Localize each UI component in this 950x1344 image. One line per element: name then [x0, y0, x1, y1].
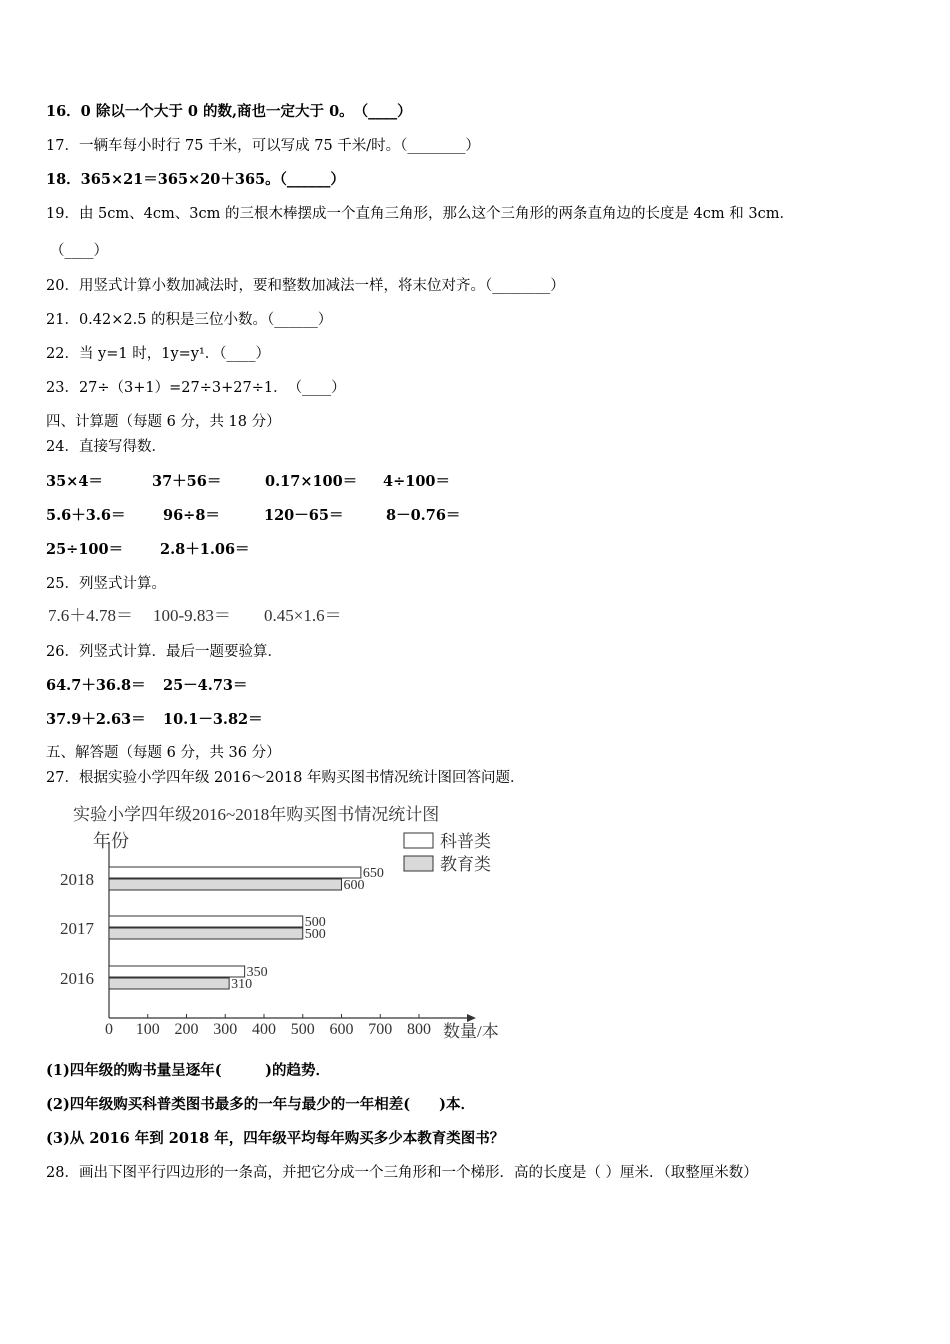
x-tick-label: 400 — [252, 1021, 276, 1038]
bar-value-label: 500 — [304, 915, 326, 930]
q24-item: 0.17×100＝ — [265, 473, 358, 490]
x-tick-label: 200 — [174, 1021, 199, 1038]
y-axis-label: 年份 — [93, 831, 129, 851]
q24-item: 25÷100＝ — [46, 541, 124, 558]
question-27-1: (1)四年级的购书量呈逐年( )的趋势． — [46, 1062, 331, 1079]
legend-swatch-science — [404, 833, 433, 848]
x-tick-label: 600 — [329, 1021, 354, 1038]
question-23: 23．27÷（3+1）=27÷3+27÷1． （____） — [46, 380, 346, 396]
x-axis-arrow — [467, 1014, 476, 1022]
q24-item: 120－65＝ — [264, 507, 344, 524]
chart-marks — [60, 866, 431, 1038]
bar-education-2017 — [109, 928, 303, 939]
q24-item: 4÷100＝ — [383, 473, 451, 490]
x-tick-label: 500 — [290, 1021, 315, 1038]
y-tick-label: 2016 — [60, 969, 94, 988]
bar-science-2016 — [109, 966, 245, 977]
bar-science-2018 — [109, 867, 361, 878]
bar-value-label: 350 — [246, 965, 268, 980]
q24-item: 37＋56＝ — [152, 473, 222, 490]
question-21: 21．0.42×2.5 的积是三位小数。（______） — [46, 312, 333, 328]
bar-education-2016 — [109, 978, 229, 989]
q26-item: 37.9＋2.63＝ — [46, 711, 146, 728]
question-27-3: (3)从 2016 年到 2018 年，四年级平均每年购买多少本教育类图书？ — [46, 1130, 505, 1147]
bar-value-label: 650 — [362, 866, 384, 881]
bar-education-2018 — [109, 879, 342, 890]
q25-item: 100‐9.83＝ — [153, 606, 231, 625]
question-17: 17．一辆车每小时行 75 千米，可以写成 75 千米/时。（________） — [46, 138, 480, 154]
question-27-2: (2)四年级购买科普类图书最多的一年与最少的一年相差( )本． — [46, 1096, 476, 1113]
x-tick-label: 0 — [105, 1021, 113, 1038]
x-tick-label: 100 — [135, 1021, 160, 1038]
question-22: 22．当 y=1 时，1y=y¹．（____） — [46, 346, 271, 362]
legend-label-science: 科普类 — [440, 832, 491, 851]
q24-item: 96÷8＝ — [163, 507, 220, 524]
question-19: 19．由 5cm、4cm、3cm 的三根木棒摆成一个直角三角形，那么这个三角形的两条直角边的长度是 4cm 和 3cm． — [46, 206, 794, 222]
q24-item: 8－0.76＝ — [386, 507, 461, 524]
bar-value-label: 310 — [231, 977, 253, 992]
question-16: 16．0 除以一个大于 0 的数,商也一定大于 0。 （____） — [46, 103, 412, 120]
y-tick-label: 2018 — [60, 870, 94, 889]
bar-science-2017 — [109, 916, 303, 927]
legend-swatch-education — [404, 856, 433, 871]
question-26: 26．列竖式计算．最后一题要验算． — [46, 644, 282, 660]
q24-item: 5.6＋3.6＝ — [46, 507, 126, 524]
q24-item: 35×4＝ — [46, 473, 103, 490]
q26-item: 25－4.73＝ — [163, 677, 248, 694]
chart-title: 实验小学四年级2016~2018年购买图书情况统计图 — [73, 805, 440, 824]
question-27: 27．根据实验小学四年级 2016～2018 年购买图书情况统计图回答问题． — [46, 770, 525, 786]
book-purchase-bar-chart — [55, 800, 515, 1045]
x-tick-label: 300 — [213, 1021, 238, 1038]
question-28: 28．画出下图平行四边形的一条高，并把它分成一个三角形和一个梯形．高的长度是（ ）厘米．（取整厘米数） — [46, 1165, 758, 1181]
q25-item: 7.6＋4.78＝ — [48, 606, 133, 625]
q26-item: 64.7＋36.8＝ — [46, 677, 146, 694]
section-5-heading: 五、解答题（每题 6 分，共 36 分） — [46, 745, 281, 761]
x-tick-label: 800 — [407, 1021, 431, 1038]
q24-item: 2.8＋1.06＝ — [160, 541, 250, 558]
question-19-answer: （____） — [50, 243, 108, 259]
x-tick-label: 700 — [368, 1021, 393, 1038]
question-25: 25．列竖式计算。 — [46, 576, 166, 592]
q26-item: 10.1－3.82＝ — [163, 711, 263, 728]
question-20: 20．用竖式计算小数加减法时，要和整数加减法一样，将末位对齐。（________） — [46, 278, 565, 294]
bar-value-label: 600 — [343, 878, 365, 893]
legend-label-education: 教育类 — [440, 855, 491, 874]
q25-item: 0.45×1.6＝ — [264, 606, 342, 625]
section-4-heading: 四、计算题（每题 6 分，共 18 分） — [46, 414, 281, 430]
y-tick-label: 2017 — [60, 919, 94, 938]
x-axis-label: 数量/本 — [443, 1022, 499, 1041]
question-18: 18．365×21＝365×20＋365。（______） — [46, 171, 345, 188]
question-24: 24．直接写得数． — [46, 439, 166, 455]
bar-value-label: 500 — [304, 927, 326, 942]
